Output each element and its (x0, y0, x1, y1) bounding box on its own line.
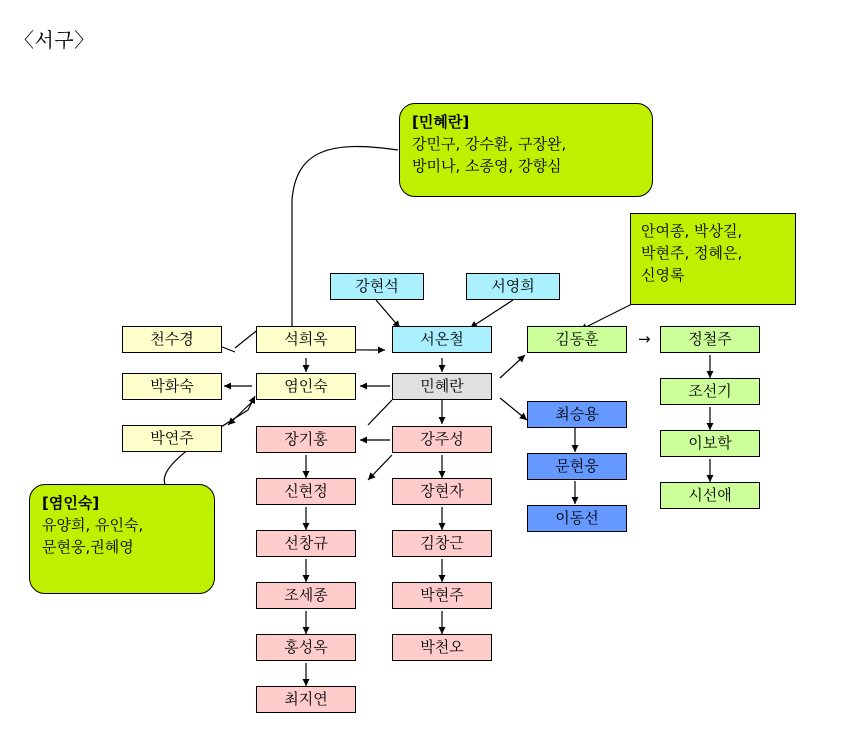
kim-donghun-members-line-2: 박현주, 정혜은, (641, 243, 743, 262)
yeom-insuk-bubble-line-1: 유양희, 유인숙, (42, 515, 144, 534)
node-jo-seongi[interactable]: 조선기 (660, 378, 760, 405)
page-title: 〈서구〉 (14, 28, 95, 52)
node-jeong-cheolju[interactable]: 정철주 (660, 326, 760, 353)
node-kim-changgeun[interactable]: 김창근 (392, 530, 492, 557)
node-jang-hyeonja[interactable]: 장현자 (392, 478, 492, 505)
min-hyeran-bubble (399, 103, 653, 197)
node-choi-seungyong[interactable]: 최승용 (527, 401, 627, 428)
node-choi-jiyeon[interactable]: 최지연 (256, 686, 356, 713)
node-kang-hyeonseok[interactable]: 강현석 (330, 273, 424, 300)
node-seon-changgyu[interactable]: 선창규 (256, 530, 356, 557)
node-seo-yeonghui[interactable]: 서영희 (466, 273, 560, 300)
node-park-hwasuk[interactable]: 박화숙 (122, 373, 222, 400)
node-mun-hyeonung[interactable]: 문현웅 (527, 453, 627, 480)
node-hong-seongok[interactable]: 홍성옥 (256, 634, 356, 661)
node-park-cheono[interactable]: 박천오 (392, 634, 492, 661)
yeom-insuk-bubble (29, 484, 215, 594)
node-seo-oncheol[interactable]: 서온철 (392, 326, 492, 353)
node-jang-giheung[interactable]: 장기홍 (256, 426, 356, 453)
node-cheon-sugyeong[interactable]: 천수경 (122, 326, 222, 353)
kim-donghun-members-box (630, 213, 796, 305)
min-hyeran-bubble-line-1: 강민구, 강수환, 구장완, (412, 134, 567, 153)
min-hyeran-bubble-header: [민혜란] (412, 113, 470, 131)
kim-donghun-members-line-3: 신영록 (641, 265, 685, 284)
kim-donghun-members-line-1: 안여종, 박상길, (641, 222, 743, 240)
yeom-insuk-bubble-line-2: 문현웅,권혜영 (42, 537, 134, 556)
node-park-hyeonju[interactable]: 박현주 (392, 582, 492, 609)
min-hyeran-bubble-line-2: 방미나, 소종영, 강향심 (412, 156, 562, 175)
node-jo-sejong[interactable]: 조세종 (256, 582, 356, 609)
yeom-insuk-bubble-header: [염인숙] (42, 494, 100, 512)
node-park-yeonju[interactable]: 박연주 (122, 425, 222, 452)
node-si-seonae[interactable]: 시선애 (660, 482, 760, 509)
node-yeom-insuk[interactable]: 염인숙 (256, 373, 356, 400)
arrow-kimdonghun-to-jeongcheolju: → (638, 330, 651, 348)
node-kim-donghun[interactable]: 김동훈 (527, 326, 627, 353)
node-lee-dongseon[interactable]: 이동선 (527, 505, 627, 532)
node-kang-juseong[interactable]: 강주성 (392, 426, 492, 453)
node-seok-huiok[interactable]: 석희옥 (256, 326, 356, 353)
node-lee-bohak[interactable]: 이보학 (660, 430, 760, 457)
node-sin-hyeonjeong[interactable]: 신현정 (256, 478, 356, 505)
node-min-hyeran[interactable]: 민혜란 (392, 373, 492, 400)
